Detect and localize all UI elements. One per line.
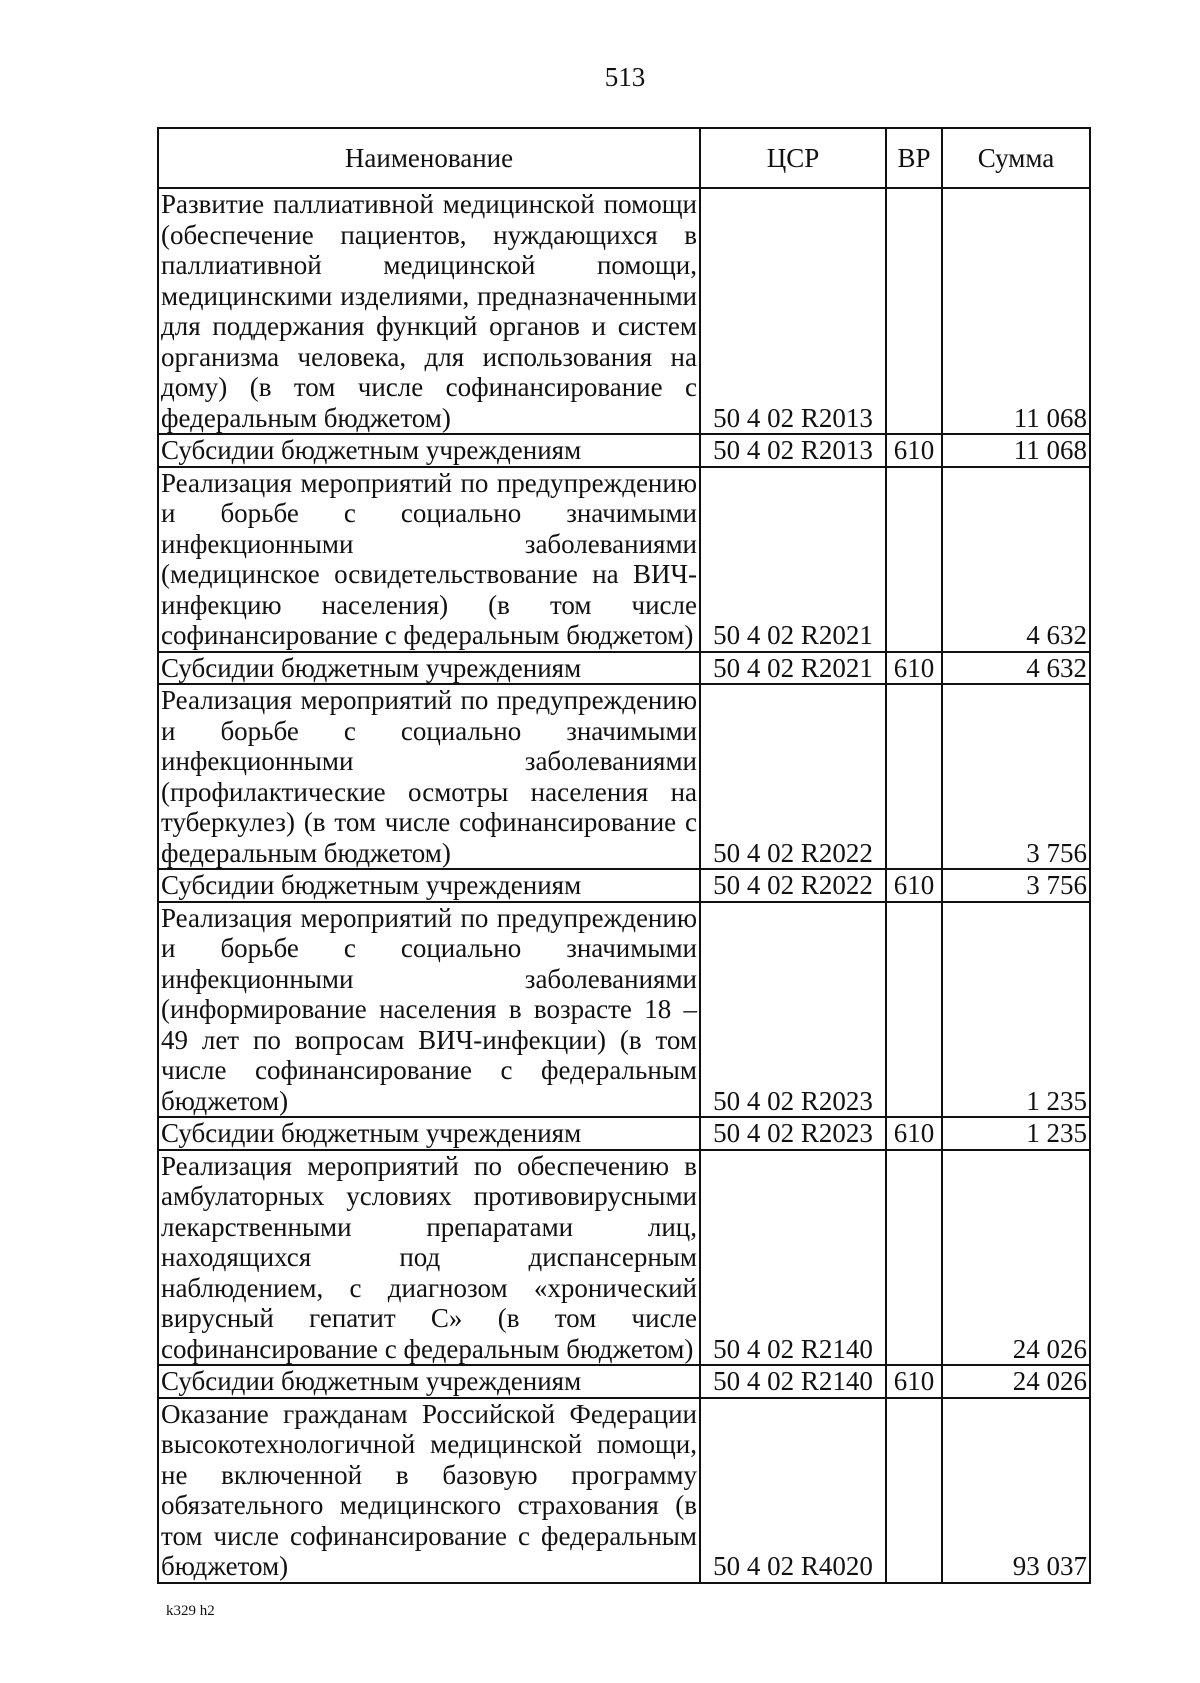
- cell-vr: [886, 1398, 942, 1583]
- table-row: [158, 1398, 1090, 1583]
- cell-csr: 50 4 02 R2013: [700, 434, 886, 467]
- table-row: [158, 1117, 1090, 1150]
- page-number: 513: [604, 62, 646, 92]
- budget-table: [157, 127, 1091, 1584]
- cell-name: Оказание гражданам Российской Федерации высокотехнологичной медицинской помощи, не включенной в базовую программу обязательного медицинского страхования (в том числе софинансирование с федеральным бюджетом): [158, 1398, 700, 1583]
- cell-csr: 50 4 02 R2140: [700, 1150, 886, 1366]
- cell-name: Реализация мероприятий по обеспечению в амбулаторных условиях противовирусными лекарственными препаратами лиц, находящихся под диспансерным наблюдением, с диагнозом «хронический вирусный гепатит С» (в том числе софинансирование с федеральным бюджетом): [158, 1150, 700, 1366]
- cell-name: Субсидии бюджетным учреждениям: [158, 1365, 700, 1398]
- cell-csr: 50 4 02 R2021: [700, 652, 886, 685]
- cell-name: Субсидии бюджетным учреждениям: [158, 869, 700, 902]
- cell-sum: 1 235: [942, 1117, 1090, 1150]
- cell-csr: 50 4 02 R2022: [700, 869, 886, 902]
- cell-sum: 3 756: [942, 869, 1090, 902]
- table-row: [158, 1365, 1090, 1398]
- cell-vr: 610: [886, 1365, 942, 1398]
- cell-sum: 4 632: [942, 652, 1090, 685]
- cell-vr: 610: [886, 869, 942, 902]
- header-vr: ВР: [886, 128, 942, 188]
- table-body: [158, 188, 1090, 1583]
- footer-code: k329 h2: [166, 1603, 215, 1619]
- cell-name: Реализация мероприятий по предупреждению и борьбе с социально значимыми инфекционными заболеваниями (информирование населения в возрасте 18 – 49 лет по вопросам ВИЧ-инфекции) (в том числе софинансирование с федеральным бюджетом): [158, 902, 700, 1118]
- table-row: [158, 434, 1090, 467]
- header-csr: ЦСР: [700, 128, 886, 188]
- cell-name: Субсидии бюджетным учреждениям: [158, 652, 700, 685]
- cell-sum: 1 235: [942, 902, 1090, 1118]
- cell-csr: 50 4 02 R2022: [700, 684, 886, 869]
- table-row: [158, 869, 1090, 902]
- cell-csr: 50 4 02 R2023: [700, 1117, 886, 1150]
- cell-vr: [886, 902, 942, 1118]
- cell-vr: 610: [886, 434, 942, 467]
- cell-sum: 11 068: [942, 434, 1090, 467]
- cell-sum: 11 068: [942, 188, 1090, 434]
- table-row: [158, 684, 1090, 869]
- cell-name: Реализация мероприятий по предупреждению и борьбе с социально значимыми инфекционными заболеваниями (профилактические осмотры населения на туберкулез) (в том числе софинансирование с федеральным бюджетом): [158, 684, 700, 869]
- cell-vr: 610: [886, 652, 942, 685]
- cell-name: Развитие паллиативной медицинской помощи (обеспечение пациентов, нуждающихся в паллиативной медицинской помощи, медицинскими изделиями, предназначенными для поддержания функций органов и систем организма человека, для использования на дому) (в том числе софинансирование с федеральным бюджетом): [158, 188, 700, 434]
- cell-csr: 50 4 02 R2023: [700, 902, 886, 1118]
- cell-name: Реализация мероприятий по предупреждению и борьбе с социально значимыми инфекционными заболеваниями (медицинское освидетельствование на ВИЧ-инфекцию населения) (в том числе софинансирование с федеральным бюджетом): [158, 467, 700, 652]
- cell-sum: 24 026: [942, 1150, 1090, 1366]
- cell-sum: 93 037: [942, 1398, 1090, 1583]
- cell-sum: 3 756: [942, 684, 1090, 869]
- cell-csr: 50 4 02 R2021: [700, 467, 886, 652]
- cell-sum: 4 632: [942, 467, 1090, 652]
- table-row: [158, 188, 1090, 434]
- cell-vr: 610: [886, 1117, 942, 1150]
- cell-vr: [886, 684, 942, 869]
- header-sum: Сумма: [942, 128, 1090, 188]
- table-row: [158, 902, 1090, 1118]
- cell-name: Субсидии бюджетным учреждениям: [158, 434, 700, 467]
- cell-name: Субсидии бюджетным учреждениям: [158, 1117, 700, 1150]
- cell-vr: [886, 467, 942, 652]
- cell-csr: 50 4 02 R2013: [700, 188, 886, 434]
- header-name: Наименование: [158, 128, 700, 188]
- table-row: [158, 1150, 1090, 1366]
- table-header-row: [158, 128, 1090, 188]
- cell-sum: 24 026: [942, 1365, 1090, 1398]
- table-row: [158, 652, 1090, 685]
- cell-vr: [886, 1150, 942, 1366]
- cell-csr: 50 4 02 R4020: [700, 1398, 886, 1583]
- cell-csr: 50 4 02 R2140: [700, 1365, 886, 1398]
- cell-vr: [886, 188, 942, 434]
- table-row: [158, 467, 1090, 652]
